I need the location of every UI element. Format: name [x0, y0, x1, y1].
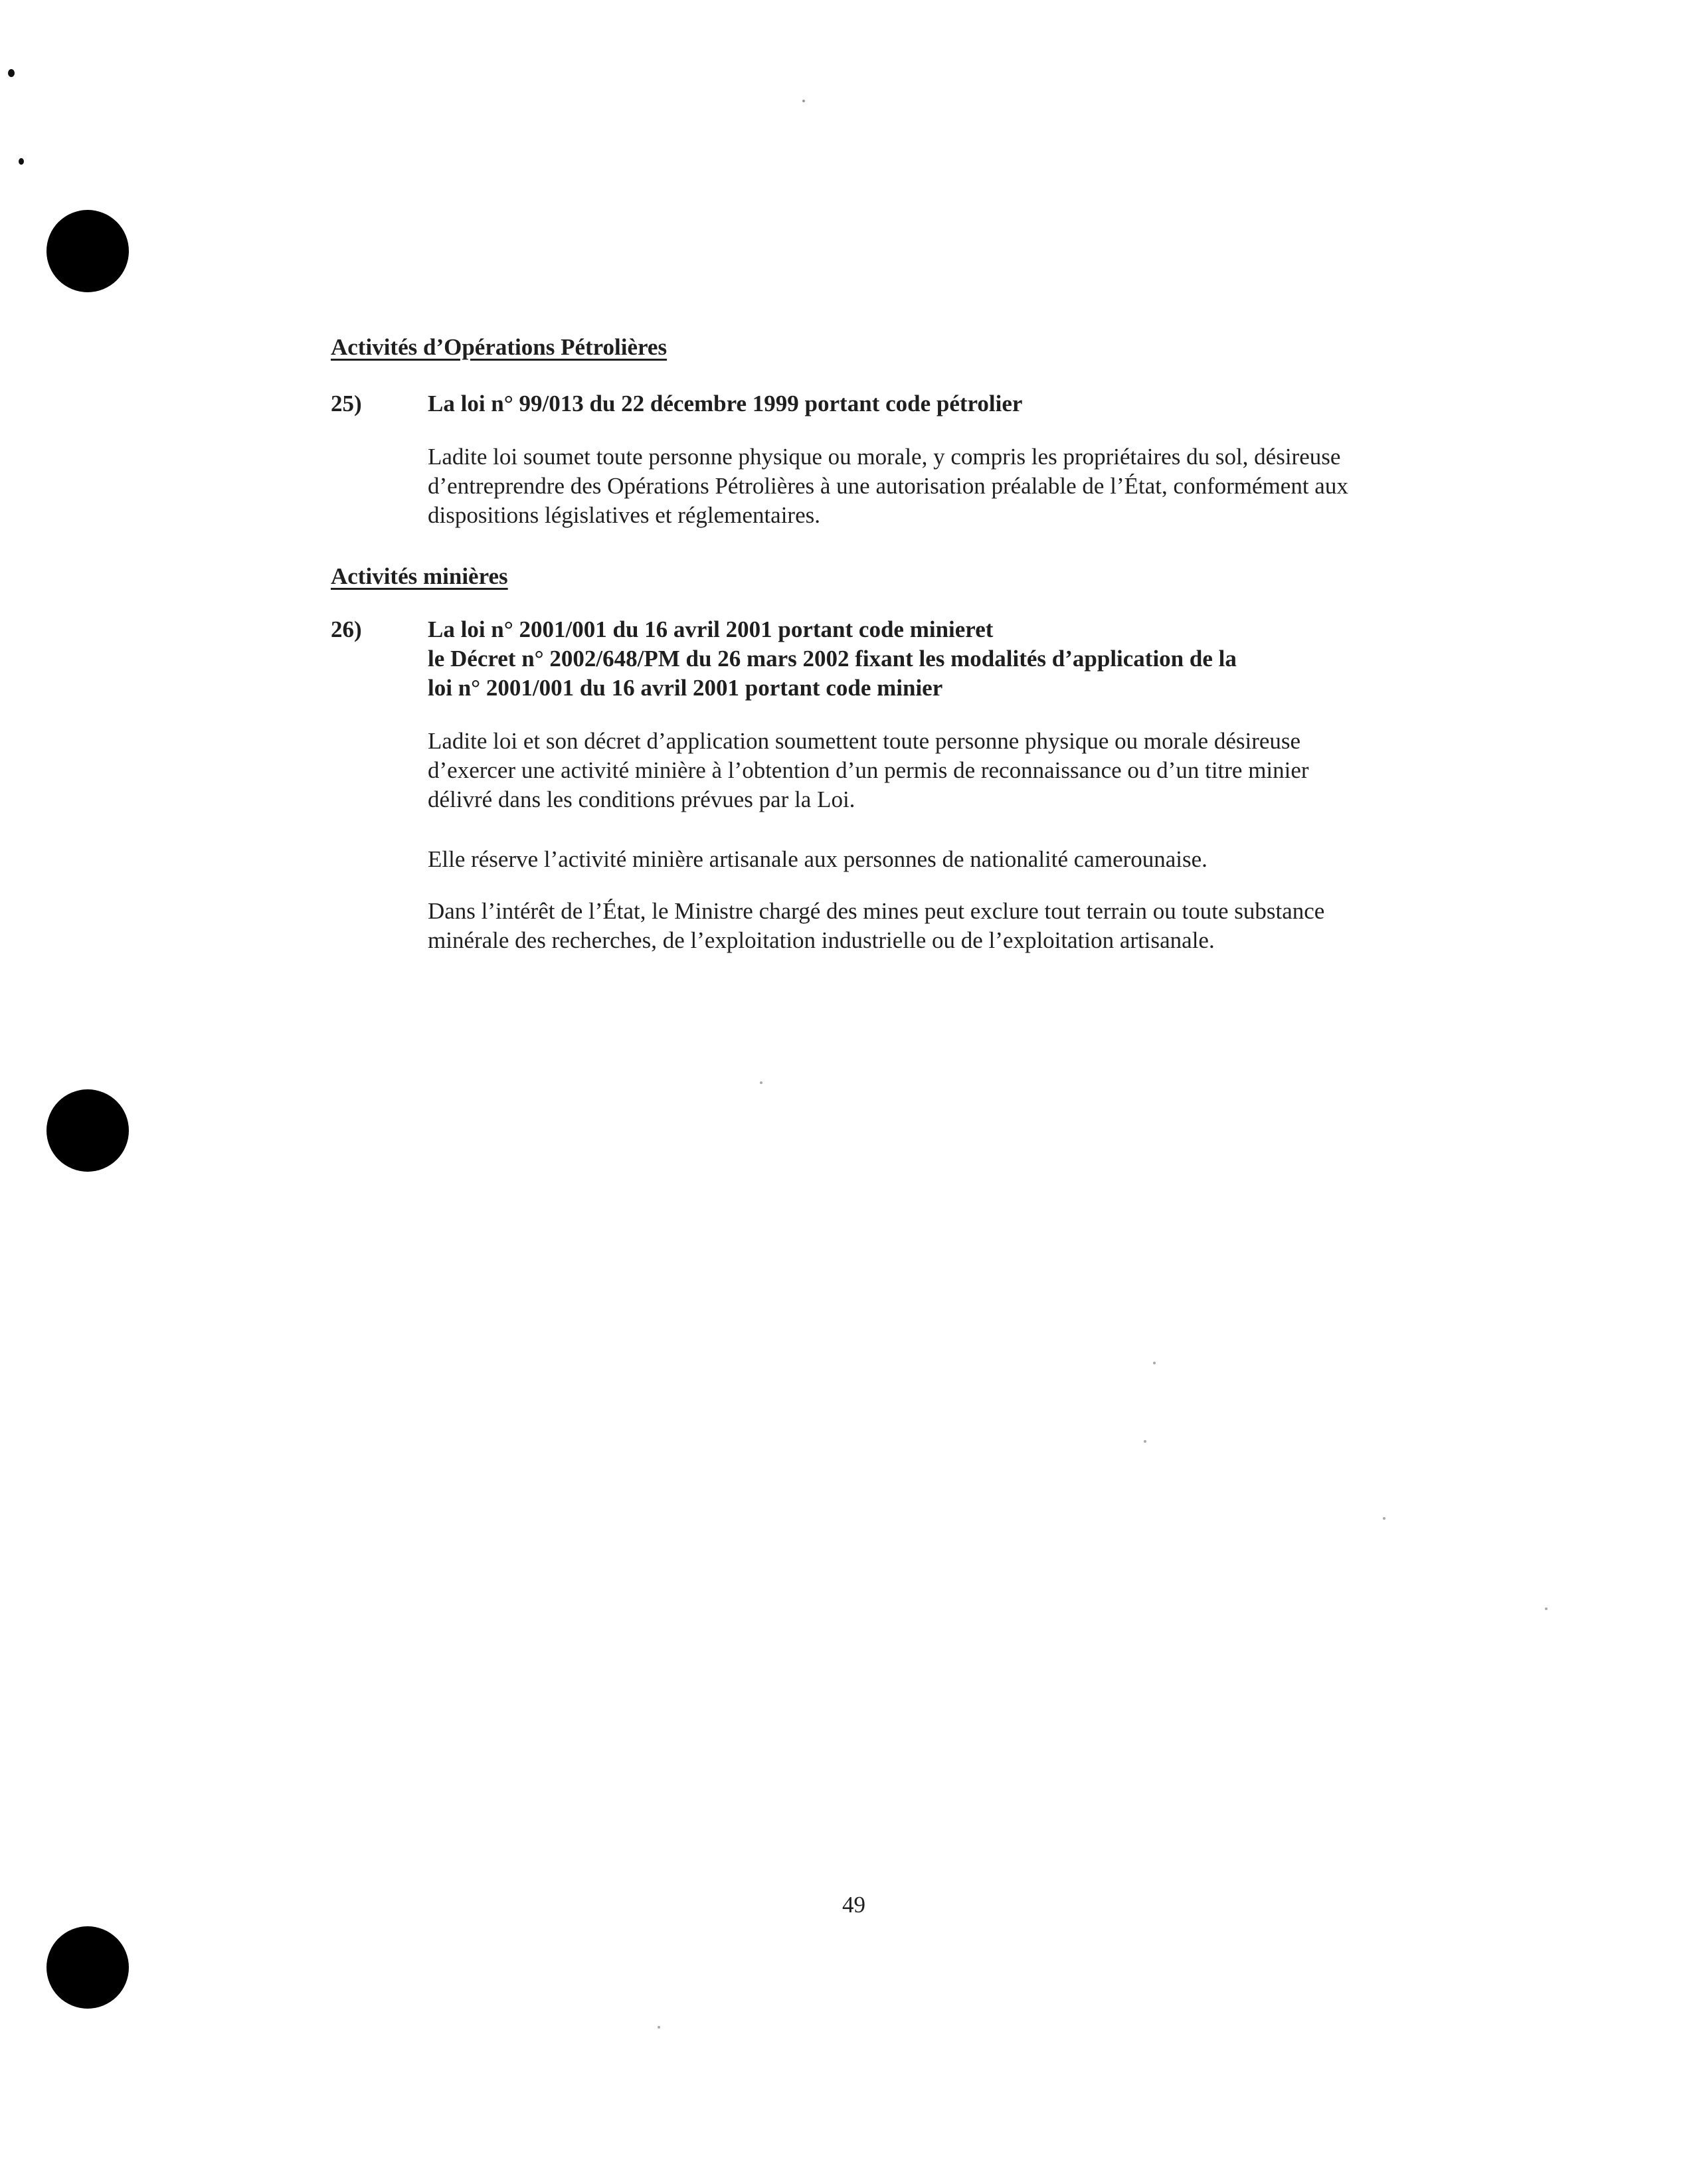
item-title — [428, 615, 1237, 703]
item-title-line: La loi n° 99/013 du 22 décembre 1999 portant code pétrolier — [428, 391, 1023, 416]
punch-hole — [46, 1089, 129, 1172]
section-heading-petroleum: Activités d’Opérations Pétrolières — [331, 334, 668, 360]
scan-speck — [8, 69, 15, 77]
item-paragraph: Dans l’intérêt de l’État, le Ministre chargé des mines peut exclure tout terrain ou toute substance minérale des recherches, de l’exploitation industrielle ou de l’exploitation artisanale. — [428, 898, 1325, 953]
scan-speck — [1545, 1607, 1548, 1610]
scan-speck — [802, 100, 805, 102]
punch-hole — [46, 210, 129, 292]
item-title-line: La loi n° 2001/001 du 16 avril 2001 portant code minieret — [428, 616, 994, 642]
item-title-line: le Décret n° 2002/648/PM du 26 mars 2002 fixant les modalités d’application de la — [428, 646, 1237, 672]
scan-speck — [1153, 1362, 1156, 1364]
item-title — [428, 389, 1022, 418]
scan-speck — [760, 1081, 762, 1084]
scan-speck — [1144, 1440, 1146, 1443]
item-paragraph: Elle réserve l’activité minière artisanale aux personnes de nationalité camerounaise. — [428, 846, 1207, 872]
item-number: 26) — [331, 616, 362, 642]
item-number: 25) — [331, 391, 362, 416]
item-title-line: loi n° 2001/001 du 16 avril 2001 portant code minier — [428, 675, 943, 701]
scan-speck — [19, 158, 24, 165]
item-paragraph: Ladite loi et son décret d’application soumettent toute personne physique ou morale désireuse d’exercer une activité minière à l’obtention d’un permis de reconnaissance ou d’un titre minier délivré dans les conditions prévues par la Loi. — [428, 728, 1309, 812]
scan-speck — [1383, 1517, 1385, 1520]
item-paragraph: Ladite loi soumet toute personne physique ou morale, y compris les propriétaires du sol, désireuse d’entreprendre des Opérations Pétrolières à une autorisation préalable de l’État, conformément aux dispositions législatives et réglementaires. — [428, 444, 1348, 528]
scan-speck — [658, 2026, 660, 2029]
page-number: 49 — [842, 1892, 865, 1918]
punch-hole — [46, 1926, 129, 2009]
section-heading-mining: Activités minières — [331, 563, 508, 589]
